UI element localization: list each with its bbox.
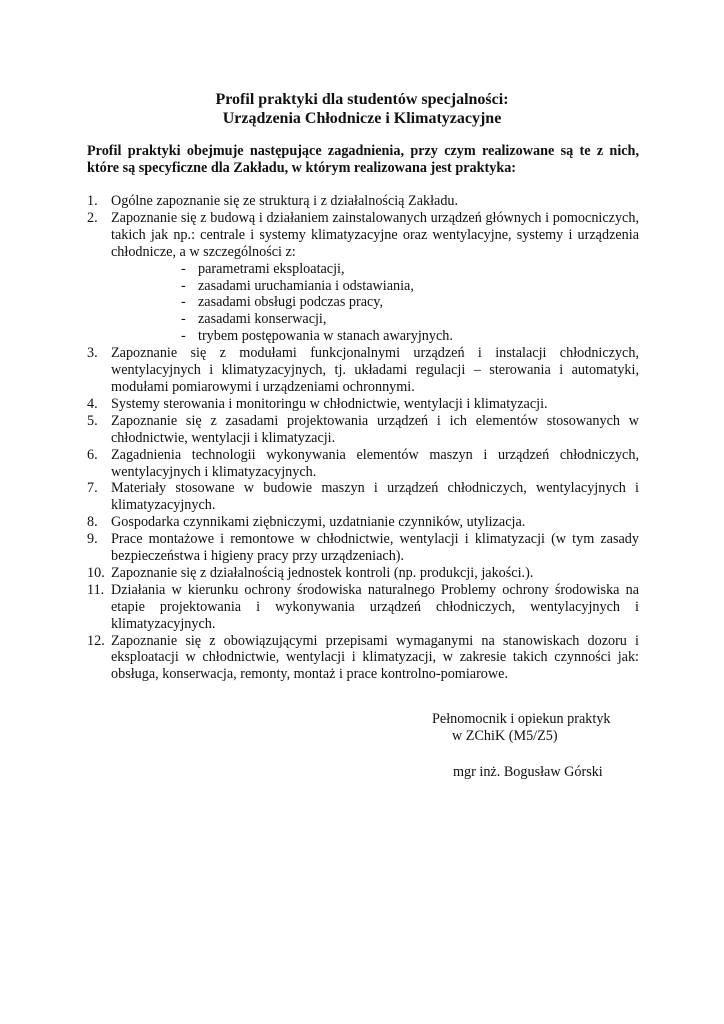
- intro-paragraph: Profil praktyki obejmuje następujące zagadnienia, przy czym realizowane są te z nich, które są specyficzne dla Zakładu, w którym realizowana jest praktyka:: [87, 143, 639, 176]
- list-number: 1.: [87, 193, 98, 209]
- sub-list-text: trybem postępowania w stanach awaryjnych.: [198, 328, 453, 345]
- list-number: 11.: [87, 581, 105, 598]
- list-number: 7.: [87, 480, 98, 497]
- list-text: Systemy sterowania i monitoringu w chłodnictwie, wentylacji i klimatyzacji.: [111, 395, 548, 412]
- list-number: 8.: [87, 514, 98, 531]
- sub-list-item: [87, 328, 639, 345]
- list-text: Ogólne zapoznanie się ze strukturą i z działalnością Zakładu.: [111, 193, 459, 209]
- sub-list-text: zasadami obsługi podczas pracy,: [198, 294, 384, 311]
- dash-bullet: -: [181, 277, 186, 294]
- list-number: 2.: [87, 209, 98, 226]
- list-text: Zapoznanie się z obowiązującymi przepisami wymaganymi na stanowiskach dozoru i eksploatacji w chłodnictwie, wentylacji i klimatyzacji, w zakresie takich czynności jak: obsługa, konserwacja, remonty, montaż i prace kontrolno-pomiarowe.: [111, 632, 639, 683]
- sub-list-text: parametrami eksploatacji,: [198, 260, 345, 277]
- signature-name: mgr inż. Bogusław Górski: [453, 764, 603, 780]
- signature-unit: w ZChiK (M5/Z5): [452, 728, 558, 744]
- list-text: Zapoznanie się z modułami funkcjonalnymi urządzeń i instalacji chłodniczych, wentylacyjnych i klimatyzacyjnych, tj. układami regulacji – sterowania i automatyki, modułami pomiarowymi i urządzeniami ochronnymi.: [111, 345, 639, 395]
- list-item-11: [87, 582, 639, 633]
- list-text: Zapoznanie się z budową i działaniem zainstalowanych urządzeń głównych i pomocniczych, takich jak np.: centrale i systemy klimatyzacyjne oraz wentylacyjne, systemy i urządzenia chłodnicze, a w szczególności z:: [111, 209, 639, 260]
- dash-bullet: -: [181, 294, 186, 311]
- sub-list-item: [87, 278, 639, 295]
- dash-bullet: -: [181, 311, 186, 328]
- list-item-9: [87, 531, 639, 565]
- list-text: Działania w kierunku ochrony środowiska naturalnego Problemy ochrony środowiska na etapie projektowania i wykonywania urządzeń chłodniczych, wentylacyjnych i klimatyzacyjnych.: [111, 581, 639, 632]
- sub-list-item: [87, 311, 639, 328]
- document-title-line-2: Urządzenia Chłodnicze i Klimatyzacyjne: [222, 110, 502, 127]
- list-text: Materiały stosowane w budowie maszyn i urządzeń chłodniczych, wentylacyjnych i klimatyzacyjnych.: [111, 480, 639, 514]
- list-item-8: [87, 514, 639, 531]
- sub-list: [87, 261, 639, 346]
- list-item-5: [87, 413, 639, 447]
- list-number: 5.: [87, 412, 98, 429]
- sub-list-item: [87, 261, 639, 278]
- list-number: 6.: [87, 446, 98, 463]
- list-item-2: [87, 210, 639, 261]
- list-text: Zagadnienia technologii wykonywania elementów maszyn i urządzeń chłodniczych, wentylacyjnych i klimatyzacyjnych.: [111, 446, 639, 480]
- list-text: Zapoznanie się z działalnością jednostek kontroli (np. produkcji, jakości.).: [111, 564, 534, 581]
- list-text: Gospodarka czynnikami ziębniczymi, uzdatnianie czynników, utylizacja.: [111, 514, 526, 531]
- list-text: Zapoznanie się z zasadami projektowania urządzeń i ich elementów stosowanych w chłodnictwie, wentylacji i klimatyzacji.: [111, 412, 639, 446]
- sub-list-text: zasadami uruchamiania i odstawiania,: [198, 277, 414, 294]
- dash-bullet: -: [181, 260, 186, 277]
- list-number: 10.: [87, 564, 105, 581]
- list-item-4: [87, 396, 639, 413]
- list-number: 12.: [87, 632, 105, 649]
- list-item-1: [87, 193, 639, 210]
- dash-bullet: -: [181, 328, 186, 345]
- numbered-list: [87, 193, 639, 683]
- sub-list-text: zasadami konserwacji,: [198, 311, 327, 328]
- list-item-12: [87, 633, 639, 684]
- list-number: 3.: [87, 345, 98, 362]
- sub-list-item: [87, 294, 639, 311]
- list-item-3: [87, 345, 639, 396]
- list-item-7: [87, 480, 639, 514]
- list-item-10: [87, 565, 639, 582]
- list-text: Prace montażowe i remontowe w chłodnictwie, wentylacji i klimatyzacji (w tym zasady bezpieczeństwa i higieny pracy przy urządzeniach).: [111, 531, 639, 565]
- document-title-line-1: Profil praktyki dla studentów specjalności:: [215, 91, 509, 108]
- list-number: 9.: [87, 531, 98, 548]
- list-number: 4.: [87, 395, 98, 412]
- list-item-6: [87, 447, 639, 481]
- signature-role: Pełnomocnik i opiekun praktyk: [432, 711, 611, 727]
